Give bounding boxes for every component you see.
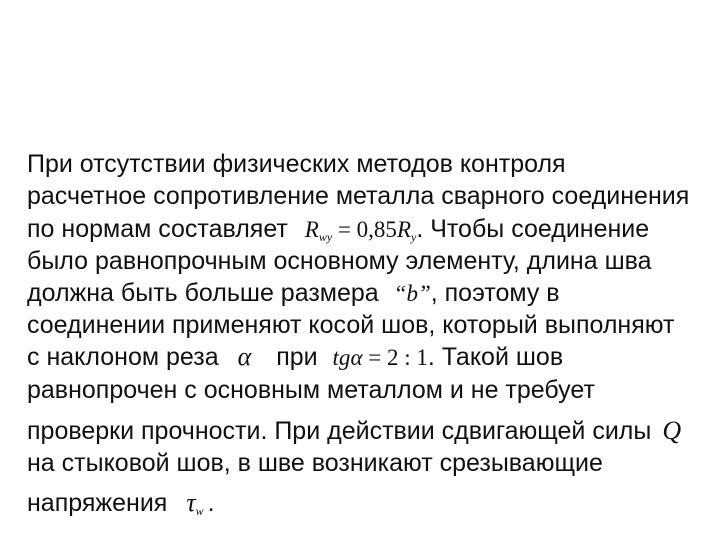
text-line-7-start: с наклоном реза [27, 343, 219, 371]
formula-tau-symbol: τ [186, 488, 196, 517]
formula-ry-subscript: y [411, 230, 417, 244]
formula-tg: tg [332, 345, 351, 370]
text-line-5-start: должна быть больше размера [27, 279, 379, 307]
formula-rwy-symbol: R [304, 217, 319, 242]
formula-tau-subscript: w [195, 504, 204, 518]
formula-tau [186, 488, 203, 517]
text-line-3-start: по нормам составляет [27, 215, 288, 243]
formula-alpha: α [237, 342, 252, 371]
formula-b: “b” [393, 281, 431, 306]
text-line-9-text: проверки прочности. При действии сдвигающей силы [27, 417, 652, 445]
text-line-11-end: . [207, 489, 215, 517]
text-line-7 [27, 341, 563, 374]
formula-ry-symbol: R [396, 217, 411, 242]
formula-rwy [305, 217, 417, 242]
text-line-5 [27, 277, 560, 310]
text-line-6: соединении применяют косой шов, который выполняют [27, 311, 675, 339]
text-line-9 [27, 415, 681, 447]
text-line-5-end: , поэтому в [430, 279, 560, 307]
text-line-2: расчетное сопротивление металла сварного соединения [27, 182, 690, 210]
text-line-4: было равнопрочным основному элементу, длина шва [27, 247, 652, 275]
formula-tg-angle: α [350, 345, 363, 370]
text-line-7-end: . Такой шов [427, 343, 564, 371]
formula-q: Q [662, 416, 682, 445]
text-line-3-end: . Чтобы соединение [416, 215, 650, 243]
text-line-11-start: напряжения [27, 489, 168, 517]
text-line-7-middle: при [276, 343, 318, 371]
text-line-8: равнопрочен с основным металлом и не требует [27, 376, 595, 404]
formula-rwy-coefficient: = 0,85 [332, 217, 397, 242]
formula-rwy-subscript: wy [318, 230, 333, 244]
formula-tg-alpha [333, 345, 428, 370]
formula-ratio: = 2 : 1 [362, 345, 428, 370]
text-line-11 [27, 487, 215, 527]
text-line-10: на стыковой шов, в шве возникают срезывающие [27, 449, 603, 477]
text-line-1: При отсутствии физических методов контроля [27, 150, 566, 178]
